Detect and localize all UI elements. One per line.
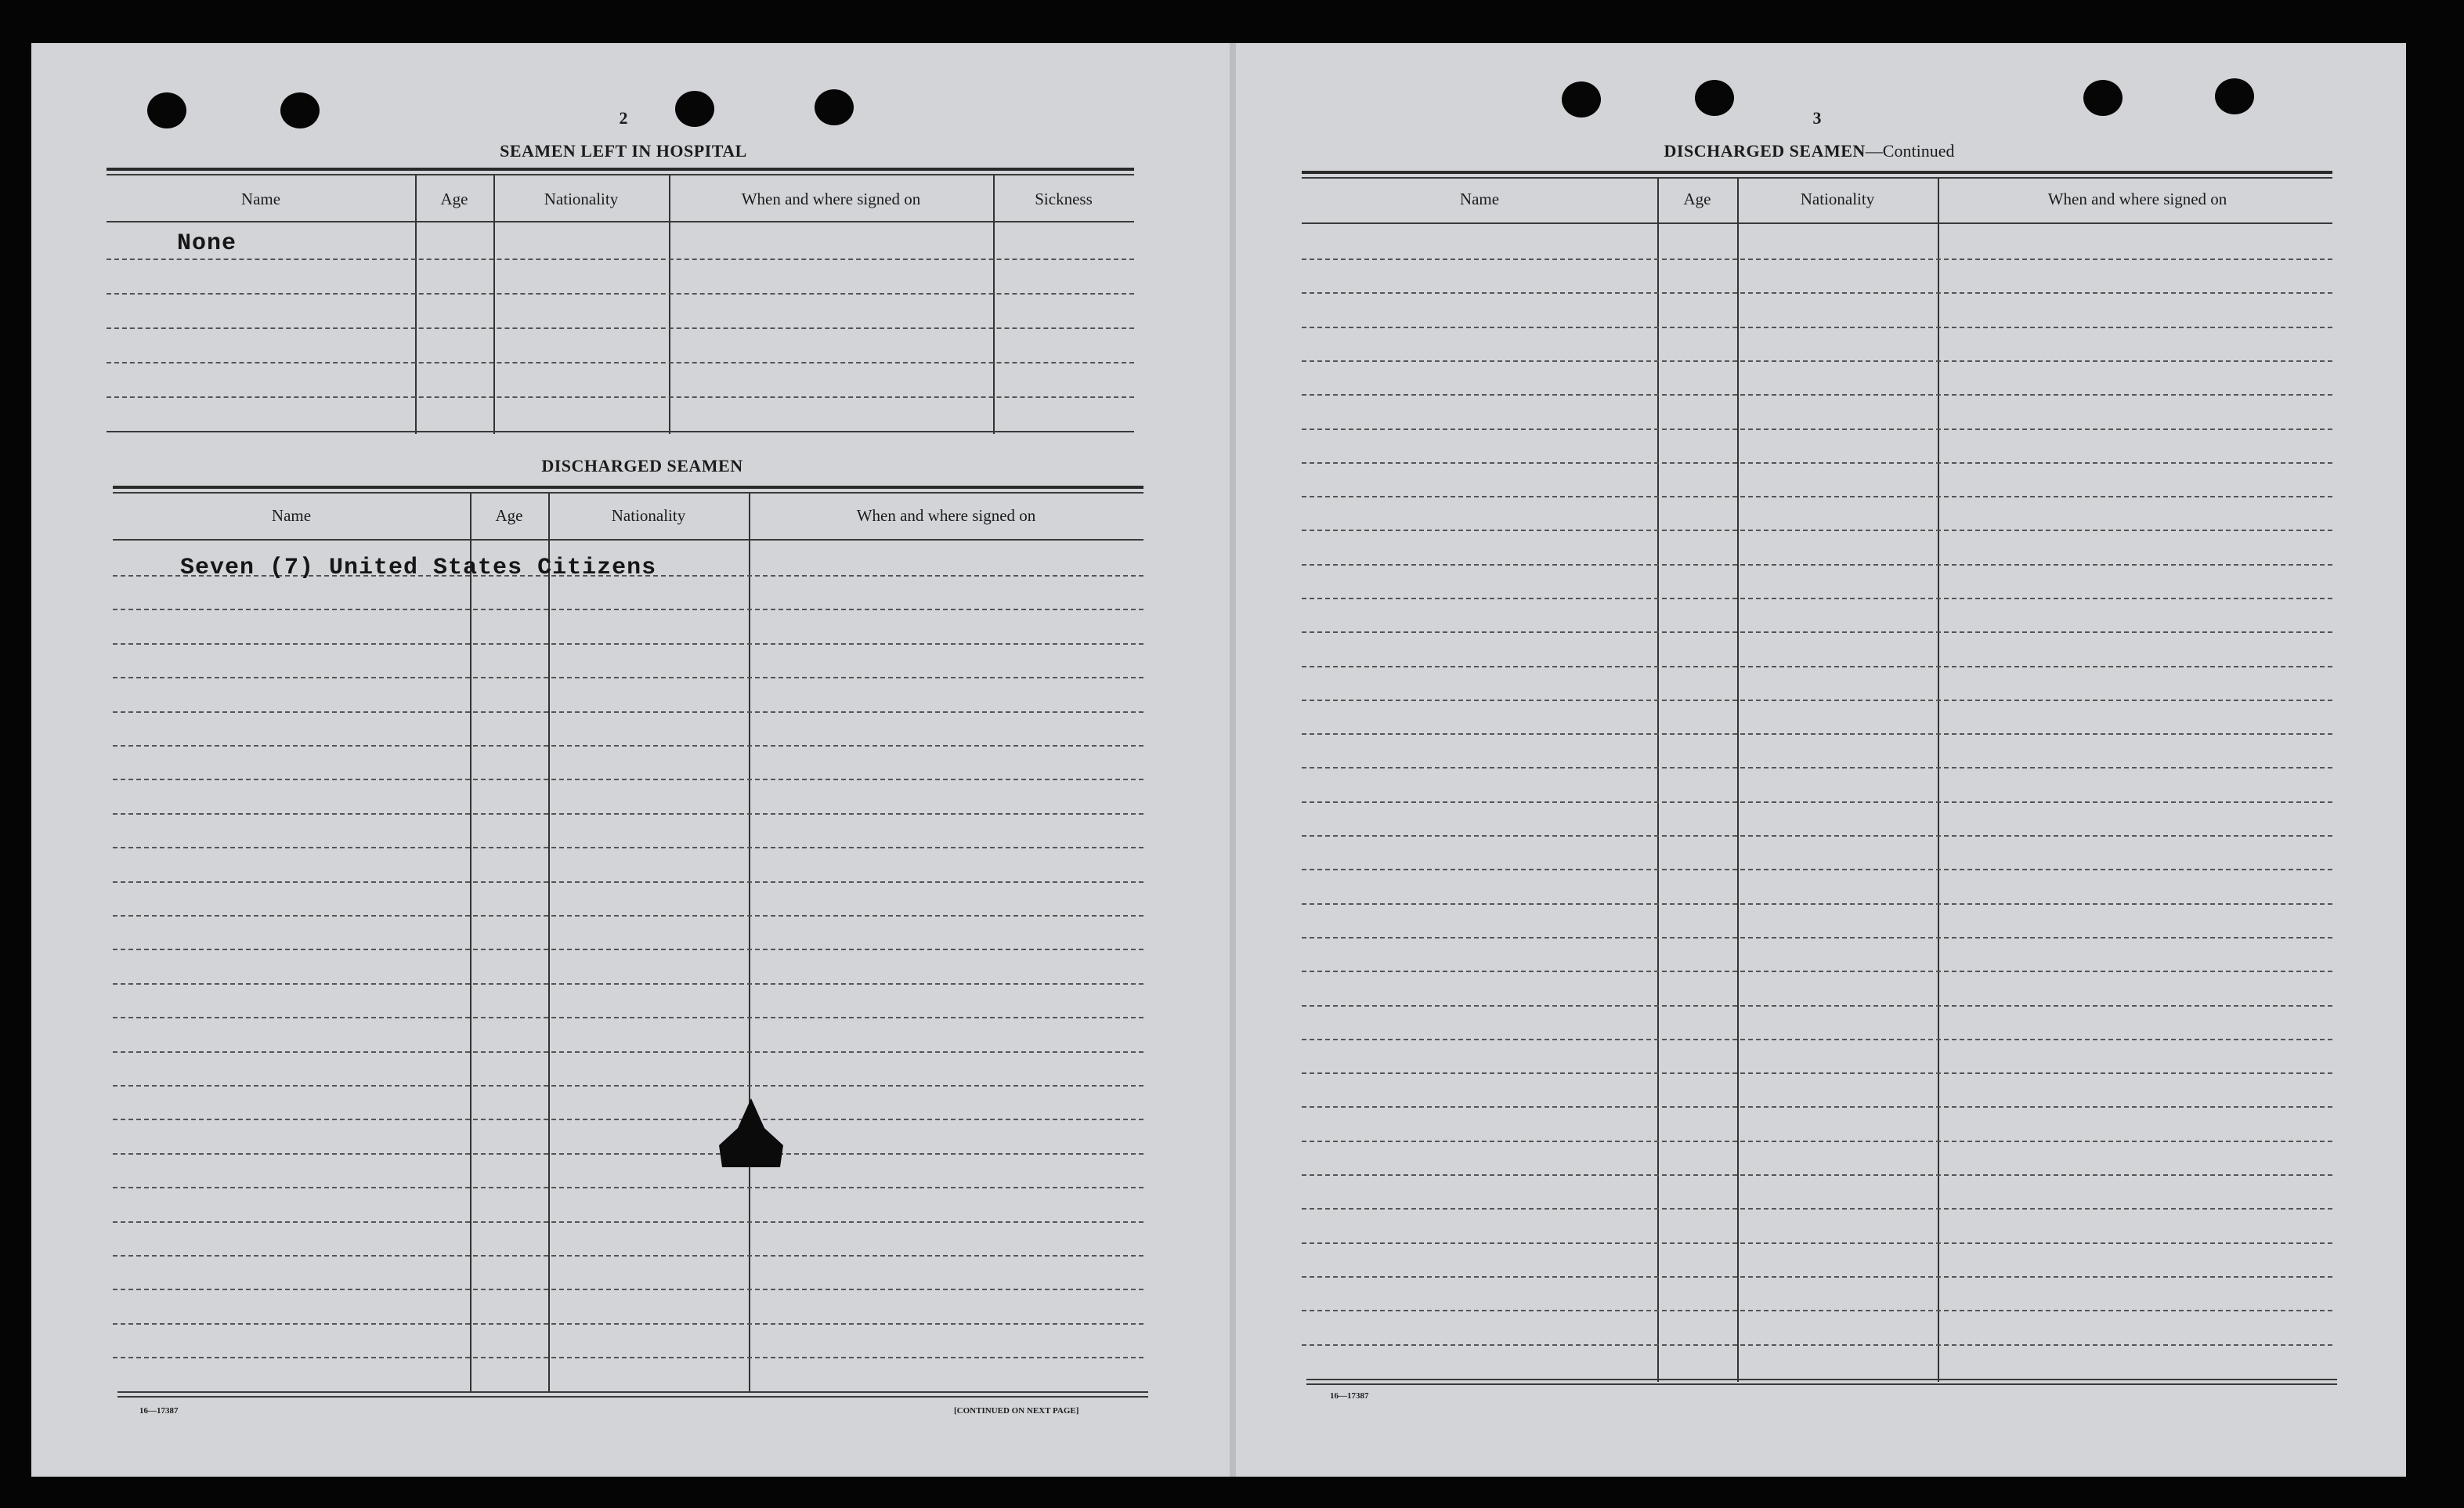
row-rule	[1302, 801, 2332, 803]
punch-hole	[2215, 78, 2254, 114]
row-rule	[1302, 462, 2332, 464]
row-rule	[113, 1187, 1143, 1188]
row-rule	[1302, 1005, 2332, 1007]
column-divider	[1938, 179, 1939, 1382]
row-rule	[1302, 292, 2332, 294]
row-rule	[1302, 530, 2332, 531]
table-bottom-rule	[117, 1391, 1148, 1393]
column-header-name: Name	[271, 506, 312, 525]
column-header-signed-on: When and where signed on	[741, 190, 921, 208]
row-rule	[1302, 1208, 2332, 1210]
row-rule	[113, 1085, 1143, 1087]
row-rule	[113, 1255, 1143, 1257]
row-rule	[113, 609, 1143, 610]
row-rule	[1302, 496, 2332, 497]
continued-section-title: DISCHARGED SEAMEN—Continued	[1664, 141, 1955, 161]
punch-hole	[147, 92, 186, 128]
discharged-entry: Seven (7) United States Citizens	[180, 555, 657, 581]
column-divider	[669, 175, 670, 434]
row-rule	[113, 1051, 1143, 1053]
row-rule	[113, 643, 1143, 645]
table-bottom-rule	[1306, 1379, 2337, 1380]
column-header-age: Age	[1683, 190, 1711, 208]
row-rule	[1302, 1141, 2332, 1142]
punch-hole	[1562, 81, 1601, 118]
row-rule	[1302, 1106, 2332, 1108]
row-rule	[113, 1323, 1143, 1325]
row-rule	[1302, 937, 2332, 938]
row-rule	[113, 1119, 1143, 1120]
column-header-name: Name	[240, 190, 281, 208]
column-header-name: Name	[1459, 190, 1500, 208]
row-rule	[113, 1017, 1143, 1018]
row-rule	[1302, 971, 2332, 972]
form-number: 16—17387	[139, 1406, 179, 1416]
column-header-signed-on: When and where signed on	[2047, 190, 2227, 208]
hospital-entry: None	[177, 230, 237, 257]
table-bottom-rule	[1306, 1383, 2337, 1385]
row-rule	[113, 949, 1143, 950]
row-rule	[1302, 631, 2332, 633]
row-rule	[113, 711, 1143, 713]
row-rule	[1302, 1310, 2332, 1311]
column-divider	[1657, 179, 1659, 1382]
column-header-nationality: Nationality	[611, 506, 686, 525]
row-rule	[1302, 1344, 2332, 1346]
row-rule	[1302, 1072, 2332, 1074]
header-bottom-rule	[107, 221, 1134, 222]
row-rule	[1302, 598, 2332, 599]
row-rule	[107, 362, 1134, 363]
punch-hole	[2083, 80, 2123, 116]
table-bottom-rule	[107, 431, 1134, 432]
row-rule	[1302, 700, 2332, 701]
column-header-age: Age	[495, 506, 523, 525]
row-rule	[113, 915, 1143, 917]
row-rule	[1302, 835, 2332, 837]
row-rule	[107, 293, 1134, 295]
page-fold	[1230, 43, 1236, 1477]
column-divider	[749, 494, 750, 1393]
row-rule	[1302, 564, 2332, 566]
table-top-rule	[1302, 171, 2332, 174]
column-header-nationality: Nationality	[1800, 190, 1875, 208]
header-bottom-rule	[1302, 222, 2332, 224]
row-rule	[113, 1357, 1143, 1358]
header-bottom-rule	[113, 539, 1143, 541]
row-rule	[113, 983, 1143, 985]
ink-blot-mark	[717, 1097, 785, 1169]
column-divider	[1737, 179, 1739, 1382]
form-number: 16—17387	[1330, 1391, 1369, 1401]
punch-hole	[815, 89, 854, 125]
row-rule	[107, 396, 1134, 398]
row-rule	[1302, 1039, 2332, 1040]
row-rule	[1302, 259, 2332, 260]
column-header-nationality: Nationality	[544, 190, 619, 208]
row-rule	[113, 677, 1143, 678]
punch-hole	[675, 91, 714, 127]
punch-hole	[1695, 80, 1734, 116]
table-top-rule	[107, 168, 1134, 171]
row-rule	[113, 1153, 1143, 1155]
row-rule	[1302, 903, 2332, 905]
column-divider	[993, 175, 995, 434]
column-divider	[415, 175, 417, 434]
row-rule	[1302, 1242, 2332, 1244]
column-divider	[470, 494, 471, 1393]
row-rule	[113, 881, 1143, 883]
discharged-section-title: DISCHARGED SEAMEN	[541, 456, 743, 476]
column-divider	[548, 494, 550, 1393]
row-rule	[1302, 869, 2332, 870]
page-number: 3	[1812, 108, 1822, 128]
row-rule	[1302, 733, 2332, 735]
row-rule	[1302, 394, 2332, 396]
row-rule	[1302, 1174, 2332, 1176]
row-rule	[113, 847, 1143, 848]
row-rule	[1302, 666, 2332, 667]
table-top-rule	[113, 492, 1143, 494]
page-number: 2	[619, 108, 628, 128]
column-header-sickness: Sickness	[1035, 190, 1093, 208]
table-top-rule	[113, 486, 1143, 489]
table-top-rule	[1302, 177, 2332, 179]
row-rule	[113, 1289, 1143, 1290]
column-header-age: Age	[440, 190, 468, 208]
row-rule	[113, 745, 1143, 747]
row-rule	[113, 813, 1143, 815]
row-rule	[113, 779, 1143, 780]
table-top-rule	[107, 174, 1134, 175]
row-rule	[1302, 1276, 2332, 1278]
column-header-signed-on: When and where signed on	[856, 506, 1036, 525]
table-bottom-rule	[117, 1396, 1148, 1398]
continued-note: [CONTINUED ON NEXT PAGE]	[954, 1406, 1079, 1416]
row-rule	[107, 259, 1134, 260]
punch-hole	[280, 92, 320, 128]
hospital-section-title: SEAMEN LEFT IN HOSPITAL	[500, 141, 747, 161]
row-rule	[107, 327, 1134, 329]
row-rule	[1302, 327, 2332, 328]
column-divider	[493, 175, 495, 434]
row-rule	[1302, 360, 2332, 362]
row-rule	[1302, 429, 2332, 430]
row-rule	[113, 1221, 1143, 1223]
row-rule	[1302, 767, 2332, 768]
